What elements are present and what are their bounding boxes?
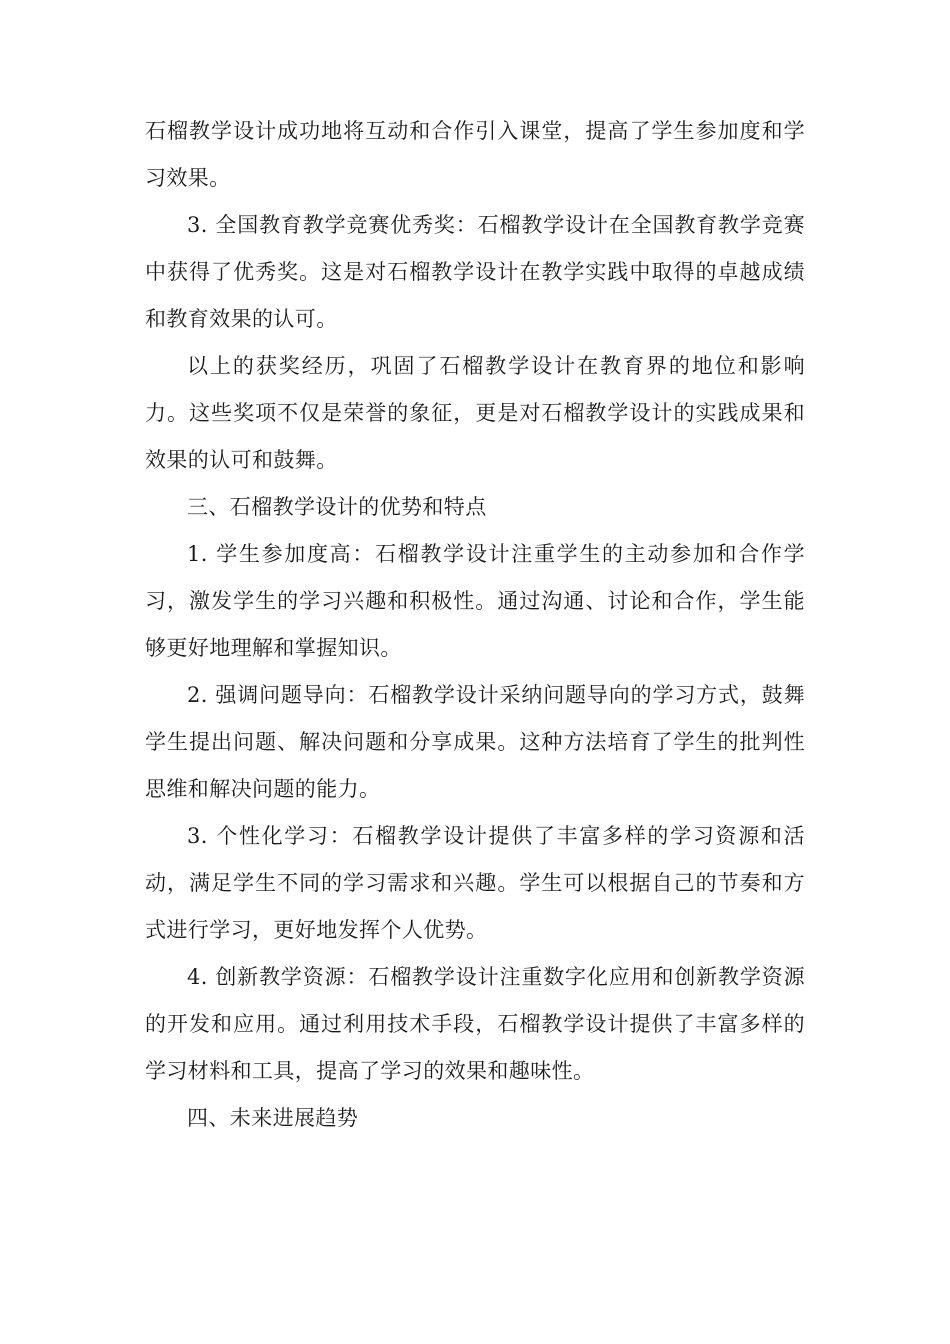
section-heading-advantages: 三、石榴教学设计的优势和特点	[187, 495, 487, 519]
section-heading-future: 四、未来进展趋势	[187, 1106, 359, 1130]
paragraph-award-summary: 以上的获奖经历，巩固了石榴教学设计在教育界的地位和影响力。这些奖项不仅是荣誉的象征，更是对石榴教学设计的实践成果和效果的认可和鼓舞。	[145, 354, 805, 472]
paragraph-advantage-4: 4. 创新教学资源：石榴教学设计注重数字化应用和创新教学资源的开发和应用。通过利用技术手段，石榴教学设计提供了丰富多样的学习材料和工具，提高了学习的效果和趣味性。	[145, 965, 805, 1083]
paragraph-award-3: 3. 全国教育教学竞赛优秀奖：石榴教学设计在全国教育教学竞赛中获得了优秀奖。这是对石榴教学设计在教学实践中取得的卓越成绩和教育效果的认可。	[145, 213, 805, 331]
paragraph-advantage-2: 2. 强调问题导向：石榴教学设计采纳问题导向的学习方式，鼓舞学生提出问题、解决问题和分享成果。这种方法培育了学生的批判性思维和解决问题的能力。	[145, 683, 805, 801]
paragraph-advantage-3: 3. 个性化学习：石榴教学设计提供了丰富多样的学习资源和活动，满足学生不同的学习需求和兴趣。学生可以根据自己的节奏和方式进行学习，更好地发挥个人优势。	[145, 824, 805, 942]
paragraph-advantage-1: 1. 学生参加度高：石榴教学设计注重学生的主动参加和合作学习，激发学生的学习兴趣和积极性。通过沟通、讨论和合作，学生能够更好地理解和掌握知识。	[145, 542, 805, 660]
paragraph-continuation: 石榴教学设计成功地将互动和合作引入课堂，提高了学生参加度和学习效果。	[145, 119, 805, 190]
document-page	[145, 108, 805, 1142]
